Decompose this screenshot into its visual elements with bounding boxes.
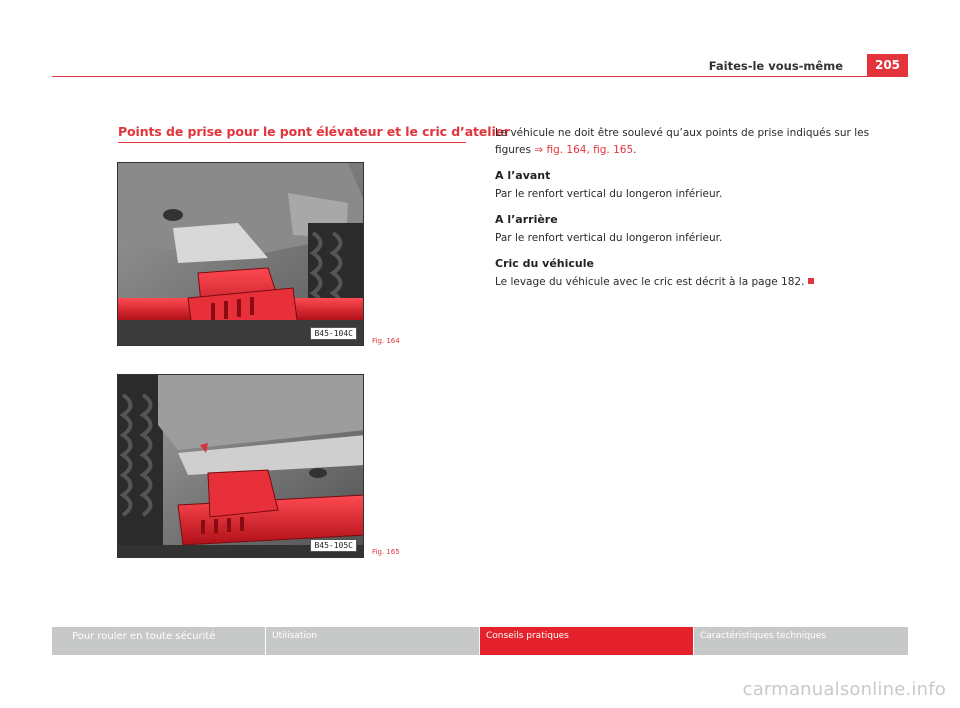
front-text: Par le renfort vertical du longeron inférieur.	[495, 188, 723, 200]
intro-text: Le véhicule ne doit être soulevé qu’aux points de prise indiqués sur les figures	[495, 127, 870, 156]
rear-text: Par le renfort vertical du longeron inférieur.	[495, 232, 723, 244]
header-section-title: Faites-le vous-même	[708, 59, 843, 73]
watermark: carmanualsonline.info	[742, 679, 946, 700]
section-title: Points de prise pour le pont élévateur et le cric d’atelier	[118, 124, 511, 139]
front-heading: A l’avant	[495, 169, 551, 182]
rear-heading: A l’arrière	[495, 213, 558, 226]
figure-164-illustration	[118, 163, 364, 346]
figure-164-code: B45-104C	[310, 327, 357, 340]
jack-heading: Cric du véhicule	[495, 257, 594, 270]
intro-end: .	[633, 144, 637, 156]
jack-text: Le levage du véhicule avec le cric est décrit à la page 182.	[495, 276, 805, 288]
tab-conseils-pratiques[interactable]: Conseils pratiques	[480, 627, 694, 655]
page-number-box	[867, 54, 908, 76]
header-rule	[52, 76, 908, 77]
page-number: 205	[874, 58, 901, 72]
end-of-section-icon	[808, 278, 814, 284]
intro-paragraph	[495, 125, 875, 159]
tab-pour-rouler-en-toute-securite[interactable]: Pour rouler en toute sécurité	[52, 627, 266, 655]
figure-164-front-lift-point	[117, 162, 364, 346]
figure-164-label: Fig. 164	[372, 337, 400, 345]
footer-chapter-tabs	[52, 627, 908, 655]
figure-reference-link[interactable]: fig. 164, fig. 165	[546, 144, 634, 156]
figure-165-rear-lift-point	[117, 374, 364, 558]
tab-utilisation[interactable]: Utilisation	[266, 627, 480, 655]
tab-caracteristiques-techniques[interactable]: Caractéristiques techniques	[694, 627, 908, 655]
figure-165-illustration	[118, 375, 364, 558]
section-title-rule	[118, 142, 466, 143]
figure-165-label: Fig. 165	[372, 548, 400, 556]
body-text-column	[495, 125, 875, 299]
jack-paragraph	[495, 274, 875, 291]
reference-arrow-icon: ⇒	[534, 144, 544, 156]
figure-165-code: B45-105C	[310, 539, 357, 552]
